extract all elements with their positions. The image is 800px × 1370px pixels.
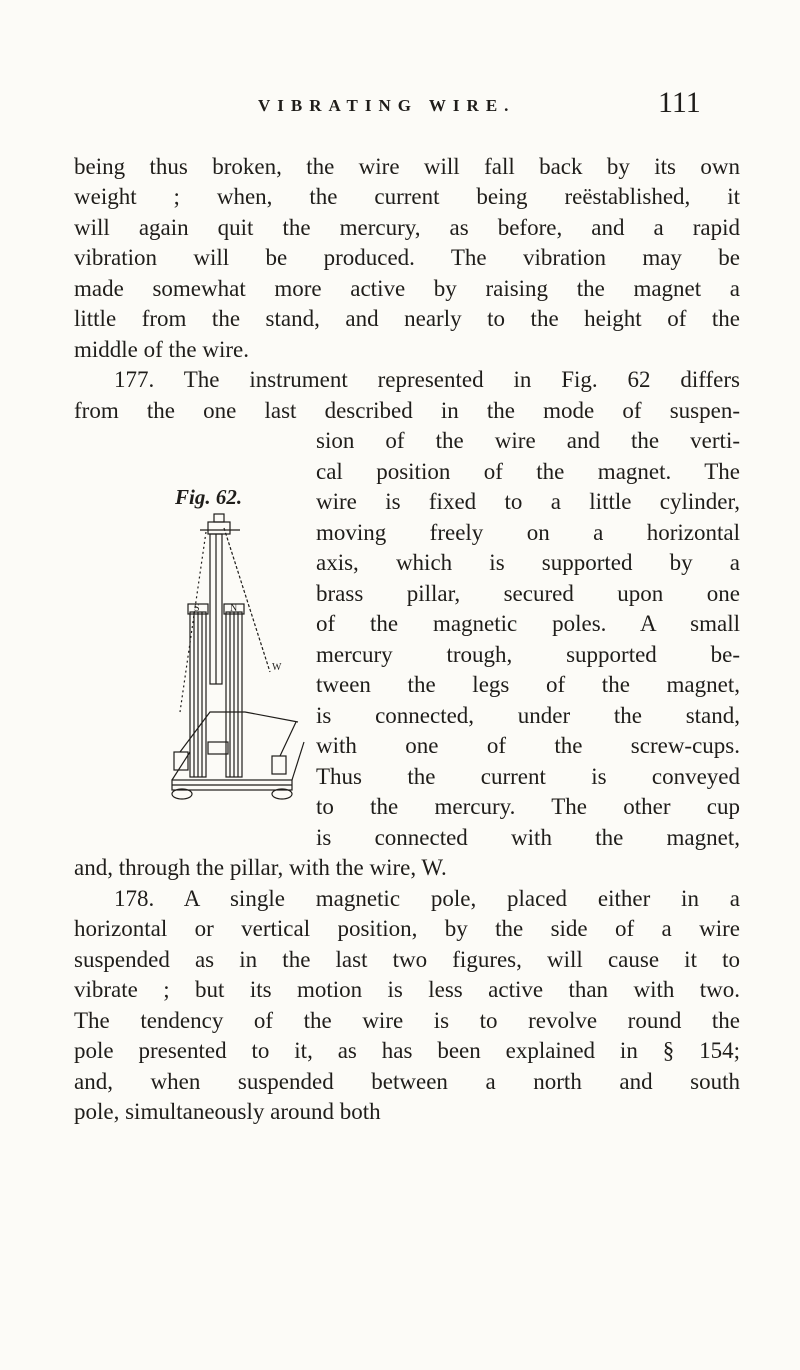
cylinder-icon	[208, 522, 230, 534]
body-line: of the magnetic poles. A small	[316, 611, 740, 636]
body-line: made somewhat more active by raising the magnet a	[74, 276, 740, 301]
body-line: and, through the pillar, with the wire, W.	[74, 855, 447, 880]
body-line: moving freely on a horizontal	[316, 520, 740, 545]
body-line: is connected with the magnet,	[316, 825, 740, 850]
section-177-start: 177. The instrument represented in Fig. 62 differs	[114, 367, 740, 392]
body-line: weight ; when, the current being reëstablished, it	[74, 184, 740, 209]
body-line: pole, simultaneously around both	[74, 1099, 381, 1124]
body-line: brass pillar, secured upon one	[316, 581, 740, 606]
body-line: wire is fixed to a little cylinder,	[316, 489, 740, 514]
body-line: is connected, under the stand,	[316, 703, 740, 728]
figure-62-illustration	[170, 512, 314, 812]
body-line: to the mercury. The other cup	[316, 794, 740, 819]
body-line: with one of the screw-cups.	[316, 733, 740, 758]
body-line: mercury trough, supported be-	[316, 642, 740, 667]
pole-letter-n: N	[230, 603, 238, 614]
body-line: sion of the wire and the verti-	[316, 428, 740, 453]
wire	[224, 528, 270, 672]
body-line: Thus the current is conveyed	[316, 764, 740, 789]
running-head	[0, 86, 800, 130]
body-line: being thus broken, the wire will fall back by its own	[74, 154, 740, 179]
screw-cup-left	[174, 752, 188, 770]
body-line: will again quit the mercury, as before, and a rapid	[74, 215, 740, 240]
screw-cup-right	[272, 756, 286, 774]
body-line: vibration will be produced. The vibration may be	[74, 245, 740, 270]
body-line: horizontal or vertical position, by the side of a wire	[74, 916, 740, 941]
figure-label: Fig. 62.	[175, 485, 243, 509]
body-line: axis, which is supported by a	[316, 550, 740, 575]
body-line: pole presented to it, as has been explained in § 154;	[74, 1038, 740, 1063]
running-title: VIBRATING WIRE.	[258, 96, 516, 115]
body-line: and, when suspended between a north and south	[74, 1069, 740, 1094]
body-line: suspended as in the last two figures, will cause it to	[74, 947, 740, 972]
body-line: little from the stand, and nearly to the height of the	[74, 306, 740, 331]
body-line: from the one last described in the mode of suspen-	[74, 398, 740, 423]
body-line: middle of the wire.	[74, 337, 250, 362]
mercury-trough	[208, 742, 228, 754]
section-178-start: 178. A single magnetic pole, placed either in a	[114, 886, 740, 911]
body-line: vibrate ; but its motion is less active than with two.	[74, 977, 740, 1002]
body-line: tween the legs of the magnet,	[316, 672, 740, 697]
wire-cap-icon	[214, 514, 224, 522]
connecting-wire-2	[280, 722, 296, 756]
body-line: The tendency of the wire is to revolve round the	[74, 1008, 740, 1033]
wire-letter-w: W	[272, 662, 282, 673]
page-number: 111	[658, 86, 701, 119]
pole-letter-s: S	[194, 603, 200, 614]
body-line: cal position of the magnet. The	[316, 459, 740, 484]
